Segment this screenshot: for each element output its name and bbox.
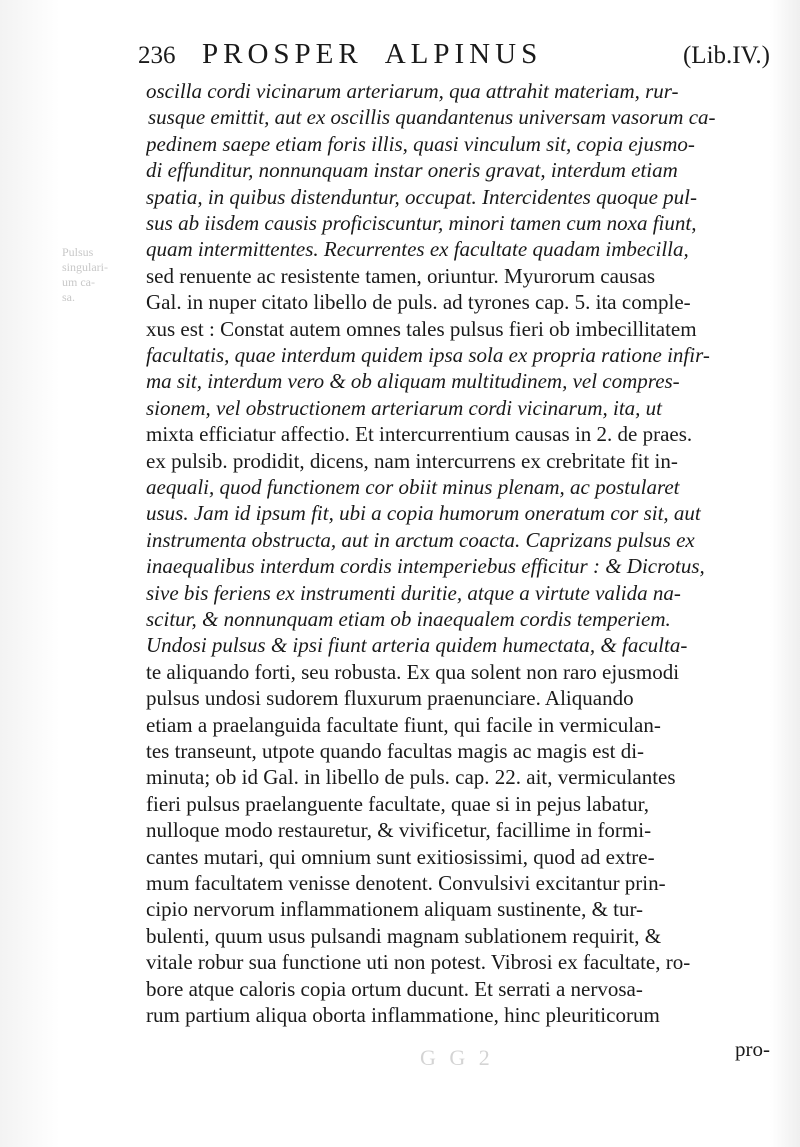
text-line: Undosi pulsus & ipsi fiunt arteria quidem humectata, & faculta- bbox=[146, 633, 688, 658]
running-head-author-last: ALPINUS bbox=[384, 38, 543, 70]
text-line: mixta efficiatur affectio. Et intercurrentium causas in 2. de praes. bbox=[146, 422, 693, 447]
text-line: vitale robur sua functione uti non potest. Vibrosi ex facultate, ro- bbox=[146, 950, 691, 975]
text-line: oscilla cordi vicinarum arteriarum, qua attrahit materiam, rur- bbox=[146, 79, 679, 103]
text-line: Gal. in nuper citato libello de puls. ad tyrones cap. 5. ita comple- bbox=[146, 290, 691, 315]
text-line: di effunditur, nonnunquam instar oneris gravat, interdum etiam bbox=[146, 158, 678, 183]
text-line: mum facultatem venisse denotent. Convulsivi excitantur prin- bbox=[146, 871, 666, 895]
text-line: bore atque caloris copia ortum ducunt. Et serrati a nervosa- bbox=[146, 976, 643, 1001]
text-line: instrumenta obstructa, aut in arctum coacta. Caprizans pulsus ex bbox=[146, 527, 695, 552]
page-header bbox=[138, 34, 778, 74]
text-line: susque emittit, aut ex oscillis quandantenus universam vasorum ca- bbox=[148, 105, 716, 130]
text-line: pulsus undosi sudorem fluxurum praenunciare. Aliquando bbox=[146, 686, 634, 711]
text-line: quam intermittentes. Recurrentes ex facultate quadam imbecilla, bbox=[146, 237, 689, 262]
text-line: ma sit, interdum vero & ob aliquam multitudinem, vel compres- bbox=[146, 369, 680, 394]
text-line: aequali, quod functionem cor obiit minus plenam, ac postularet bbox=[146, 475, 680, 499]
text-line: minuta; ob id Gal. in libello de puls. cap. 22. ait, vermiculantes bbox=[146, 765, 676, 790]
text-line: scitur, & nonnunquam etiam ob inaequalem cordis temperiem. bbox=[146, 607, 671, 631]
marginal-note: Pulsus singulari- um ca- sa. bbox=[62, 245, 108, 304]
text-line: etiam a praelanguida facultate fiunt, qui facile in vermiculan- bbox=[146, 712, 661, 737]
text-line: rum partium aliqua oborta inflammatione, hinc pleuriticorum bbox=[146, 1003, 660, 1027]
text-line: usus. Jam id ipsum fit, ubi a copia humorum oneratum cor sit, aut bbox=[146, 501, 701, 526]
text-line: inaequalibus interdum cordis intemperiebus efficitur : & Dicrotus, bbox=[146, 554, 705, 579]
book-reference: (Lib.IV.) bbox=[682, 42, 770, 69]
text-line: ex pulsib. prodidit, dicens, nam intercurrens ex crebritate fit in- bbox=[146, 448, 678, 473]
text-line: facultatis, quae interdum quidem ipsa sola ex propria ratione infir- bbox=[146, 343, 710, 367]
text-line: sed renuente ac resistente tamen, oriuntur. Myurorum causas bbox=[146, 263, 656, 288]
text-line: pedinem saepe etiam foris illis, quasi vinculum sit, copia ejusmo- bbox=[146, 131, 695, 156]
text-line: tes transeunt, utpote quando facultas magis ac magis est di- bbox=[146, 739, 645, 763]
text-line: sionem, vel obstructionem arteriarum cordi vicinarum, ita, ut bbox=[146, 395, 662, 420]
text-line: xus est : Constat autem omnes tales pulsus fieri ob imbecillitatem bbox=[146, 316, 697, 341]
text-line: bulenti, quum usus pulsandi magnam sublationem requirit, & bbox=[146, 923, 662, 948]
page-number: 236 bbox=[138, 42, 176, 69]
text-line: cipio nervorum inflammationem aliquam sustinente, & tur- bbox=[146, 897, 644, 922]
catchword: pro- bbox=[735, 1037, 770, 1061]
text-line: nulloque modo restauretur, & vivificetur, facillime in formi- bbox=[146, 818, 652, 843]
text-line: fieri pulsus praelanguente facultate, quae si in pejus labatur, bbox=[146, 791, 649, 816]
text-line: te aliquando forti, seu robusta. Ex qua solent non raro ejusmodi bbox=[146, 659, 680, 684]
running-head-author-first: PROSPER bbox=[202, 38, 363, 70]
text-line: sive bis feriens ex instrumenti duritie, atque a virtute valida na- bbox=[146, 580, 681, 605]
text-line: sus ab iisdem causis proficiscuntur, minori tamen cum noxa fiunt, bbox=[146, 211, 697, 235]
text-line: spatia, in quibus distenduntur, occupat. Intercidentes quoque pul- bbox=[146, 184, 697, 209]
text-line: cantes mutari, qui omnium sunt exitiosissimi, quod ad extre- bbox=[146, 844, 655, 869]
running-head bbox=[202, 38, 542, 71]
bleed-through-mark: G G 2 bbox=[420, 1045, 494, 1070]
